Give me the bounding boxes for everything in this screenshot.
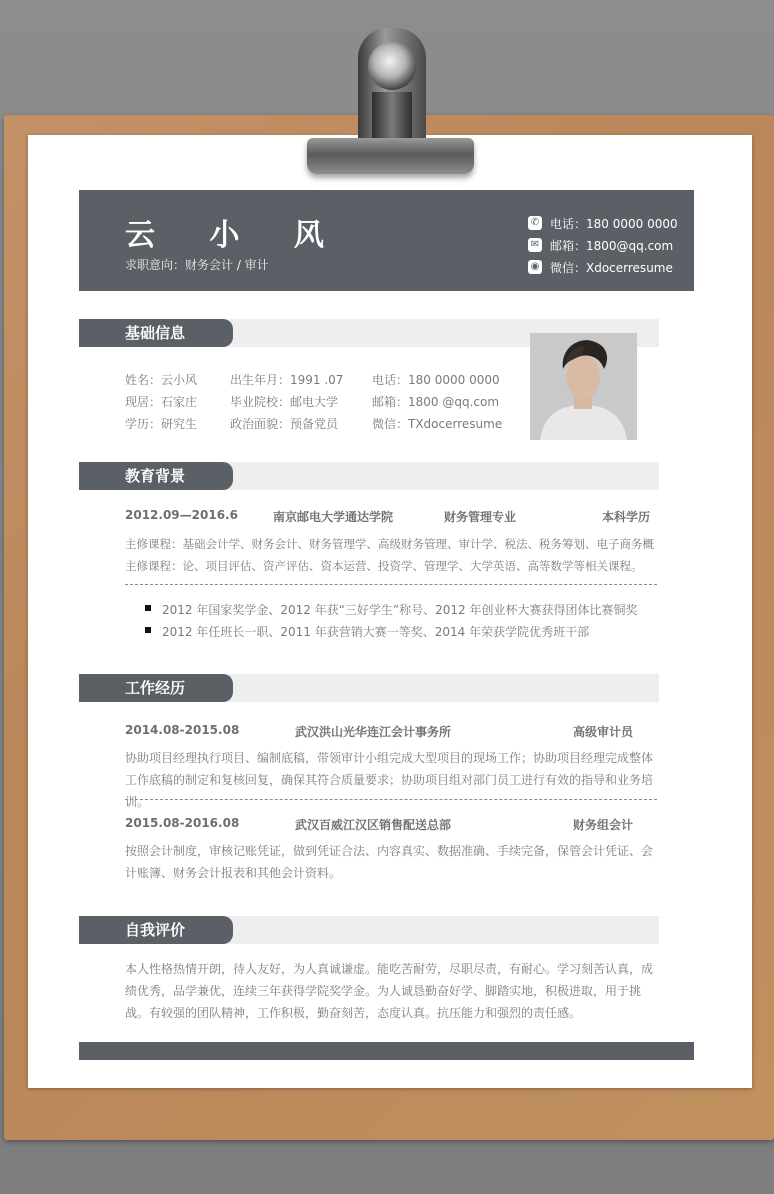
contact-phone <box>528 212 678 234</box>
clip-plate <box>307 138 474 174</box>
education-major: 财务管理专业 <box>444 510 517 524</box>
basic-birth: 出生年月：1991 .07 <box>230 373 344 387</box>
basic-email: 邮箱：1800 @qq.com <box>372 395 500 409</box>
section-self-eval-title: 自我评价 <box>79 916 233 944</box>
section-work-title: 工作经历 <box>79 674 233 702</box>
section-basic-title: 基础信息 <box>79 319 233 347</box>
header-contacts <box>528 212 678 278</box>
contact-wechat-text: 微信：Xdocerresume <box>550 260 673 275</box>
contact-phone-text: 电话：180 0000 0000 <box>550 216 678 231</box>
education-degree: 本科学历 <box>602 510 651 524</box>
education-school: 南京邮电大学通达学院 <box>273 510 394 524</box>
section-education-band <box>79 462 659 490</box>
profile-photo <box>530 333 637 440</box>
award-item: 2012 年国家奖学金、2012 年获“三好学生”称号、2012 年创业杯大赛获得团体比赛铜奖 <box>162 603 638 617</box>
job-intent: 求职意向：财务会计 / 审计 <box>125 258 269 272</box>
resume-header <box>79 190 694 291</box>
basic-degree: 学历：研究生 <box>125 417 198 431</box>
candidate-name: 云 小 风 <box>125 218 346 253</box>
award-bullet-icon <box>145 627 151 633</box>
self-eval-text: 本人性格热情开朗，待人友好，为人真诚谦虚。能吃苦耐劳，尽职尽责，有耐心。学习刻苦认真，成绩优秀，品学兼优，连续三年获得学院奖学金。为人诚恳勤奋好学、脚踏实地，积极进取，用于挑战。有较强的团队精神，工作积极，勤奋刻苦，态度认真。抗压能力和强烈的责任感。 <box>125 962 654 1020</box>
basic-name: 姓名：云小风 <box>125 373 198 387</box>
work-divider <box>125 799 657 800</box>
job-role: 财务组会计 <box>573 818 634 832</box>
education-period: 2012.09—2016.6 <box>125 508 238 522</box>
basic-wechat: 微信：TXdocerresume <box>372 417 503 431</box>
job-company: 武汉洪山光华连江会计事务所 <box>295 725 452 739</box>
contact-email <box>528 234 678 256</box>
wechat-icon: ◉ <box>528 260 542 274</box>
section-self-eval-band <box>79 916 659 944</box>
phone-icon: ✆ <box>528 216 542 230</box>
clip-neck <box>372 92 412 142</box>
job-role: 高级审计员 <box>573 725 634 739</box>
basic-residence: 现居：石家庄 <box>125 395 198 409</box>
job-period: 2014.08-2015.08 <box>125 723 240 737</box>
education-courses-line2: 主修课程：论、项目评估、资产评估、资本运营、投资学、管理学、大学英语、高等数学等相关课程。 <box>125 559 643 573</box>
basic-phone: 电话：180 0000 0000 <box>372 373 500 387</box>
mail-icon: ✉ <box>528 238 542 252</box>
section-work-band <box>79 674 659 702</box>
section-education-title: 教育背景 <box>79 462 233 490</box>
clip-ring <box>368 42 416 90</box>
education-courses-line1: 主修课程：基础会计学、财务会计、财务管理学、高级财务管理、审计学、税法、税务筹划、电子商务概 <box>125 537 654 551</box>
basic-political: 政治面貌：预备党员 <box>230 417 339 431</box>
avatar-silhouette-icon <box>530 333 637 440</box>
education-divider <box>125 584 657 585</box>
contact-wechat <box>528 256 678 278</box>
contact-email-text: 邮箱：1800@qq.com <box>550 238 674 253</box>
award-bullet-icon <box>145 605 151 611</box>
job-company: 武汉百威江汉区销售配送总部 <box>295 818 452 832</box>
basic-school: 毕业院校：邮电大学 <box>230 395 339 409</box>
job-description: 按照会计制度，审核记账凭证，做到凭证合法、内容真实、数据准确、手续完备，保管会计凭证、会计账簿、财务会计报表和其他会计资料。 <box>125 844 654 880</box>
footer-bar <box>79 1042 694 1060</box>
award-item: 2012 年任班长一职、2011 年获营销大赛一等奖、2014 年荣获学院优秀班干部 <box>162 625 590 639</box>
job-description: 协助项目经理执行项目、编制底稿，带领审计小组完成大型项目的现场工作；协助项目经理完成整体工作底稿的制定和复核回复，确保其符合质量要求；协助项目组对部门员工进行有效的指导和业务培训。 <box>125 751 654 809</box>
job-period: 2015.08-2016.08 <box>125 816 240 830</box>
